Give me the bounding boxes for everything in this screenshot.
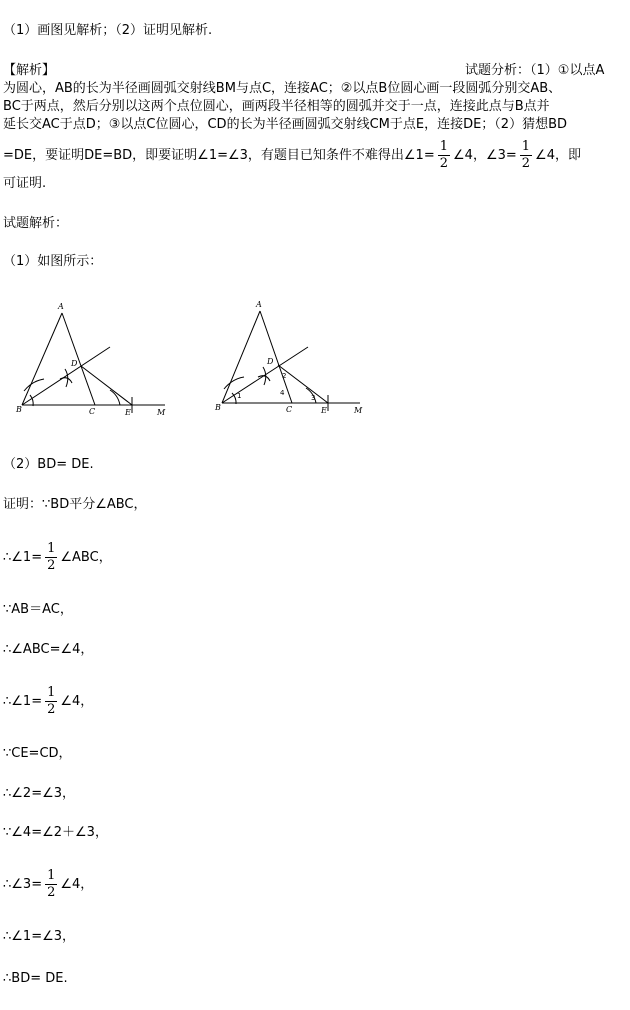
proof-line-8 — [3, 865, 93, 905]
analysis-line-5-b: ∠4，∠3= — [453, 148, 517, 163]
angle-label-3: 3 — [311, 394, 316, 402]
analysis-line-1: （1）①以点A — [530, 63, 605, 78]
analysis-title-line — [465, 62, 604, 80]
arc-at-b — [24, 379, 44, 391]
proof-line-10: ∴BD= DE. — [3, 971, 68, 986]
segment-ac — [260, 311, 292, 403]
proof-line-0: 证明：∵BD平分∠ABC， — [3, 497, 147, 512]
segment-de — [81, 366, 132, 405]
construction-figure-1 — [10, 295, 185, 420]
part1-label: （1）如图所示： — [3, 254, 103, 269]
proof-line-8-a: ∴∠3= — [3, 877, 43, 892]
label-b: B — [215, 403, 221, 412]
proof-line-1-b: ∠ABC， — [60, 550, 112, 565]
label-c: C — [89, 407, 96, 416]
segment-ab — [222, 311, 260, 403]
label-d: D — [71, 359, 78, 368]
label-m: M — [157, 408, 166, 417]
label-m: M — [354, 406, 363, 415]
proof-line-4-a: ∴∠1= — [3, 694, 43, 709]
proof-line-5: ∵CE=CD， — [3, 746, 72, 761]
angle-label-1: 1 — [237, 392, 242, 400]
proof-line-7: ∵∠4=∠2＋∠3， — [3, 825, 108, 840]
label-e: E — [321, 406, 327, 415]
proof-line-8-b: ∠4， — [60, 877, 94, 892]
analysis-line-3: BC于两点，然后分别以这两个点位圆心，画两段半径相等的圆弧并交于一点，连接此点与B点并 — [3, 99, 550, 114]
analysis-line-2: 为圆心，AB的长为半径画圆弧交射线BM与点C，连接AC；②以点B位圆心画一段圆弧分别交AB、 — [3, 81, 562, 96]
proof-line-6: ∴∠2=∠3， — [3, 786, 76, 801]
analysis-line-6: 可证明. — [3, 176, 47, 191]
arc-at-b — [224, 377, 244, 389]
arc-cross-1 — [60, 378, 72, 383]
label-e: E — [125, 408, 131, 417]
construction-figure-2 — [208, 295, 373, 420]
ray-bd — [222, 347, 308, 403]
ray-bd — [22, 347, 110, 405]
fraction-half: $\frac{1}{2}$ — [47, 868, 56, 900]
label-d: D — [267, 357, 274, 366]
analysis-title: 试题分析： — [465, 63, 531, 78]
label-c: C — [286, 405, 293, 414]
fraction-half: $\frac{1}{2}$ — [47, 685, 56, 717]
label-b: B — [16, 405, 22, 414]
proof-line-1 — [3, 538, 112, 578]
label-a: A — [58, 302, 64, 311]
segment-ac — [62, 313, 95, 405]
label-a: A — [256, 300, 262, 309]
analysis-heading: 【解析】 — [3, 63, 56, 78]
analysis-line-5-a: =DE，要证明DE=BD，即要证明∠1=∠3，有题目已知条件不难得出∠1= — [3, 148, 435, 163]
analysis-line-4: 延长交AC于点D；③以点C位圆心，CD的长为半径画圆弧交射线CM于点E，连接DE；（2）猜想BD — [3, 117, 568, 132]
fraction-half: $\frac{1}{2}$ — [521, 139, 531, 171]
proof-line-1-a: ∴∠1= — [3, 550, 43, 565]
proof-line-4-b: ∠4， — [60, 694, 94, 709]
angle-label-2: 2 — [282, 372, 287, 380]
part2-label: （2）BD= DE. — [3, 457, 94, 472]
angle-label-4: 4 — [280, 389, 285, 397]
answer-line: （1）画图见解析；（2）证明见解析. — [3, 23, 213, 38]
proof-line-9: ∴∠1=∠3， — [3, 929, 76, 944]
solution-title: 试题解析： — [3, 216, 69, 231]
segment-ab — [22, 313, 62, 405]
arc-small-b — [30, 395, 33, 406]
fraction-half: $\frac{1}{2}$ — [47, 541, 56, 573]
fraction-half: $\frac{1}{2}$ — [439, 139, 449, 171]
proof-line-4 — [3, 682, 93, 722]
proof-line-3: ∴∠ABC=∠4， — [3, 642, 94, 657]
analysis-line-5-c: ∠4，即 — [535, 148, 581, 163]
analysis-line-5 — [3, 137, 581, 175]
proof-line-2: ∵AB＝AC， — [3, 602, 73, 617]
